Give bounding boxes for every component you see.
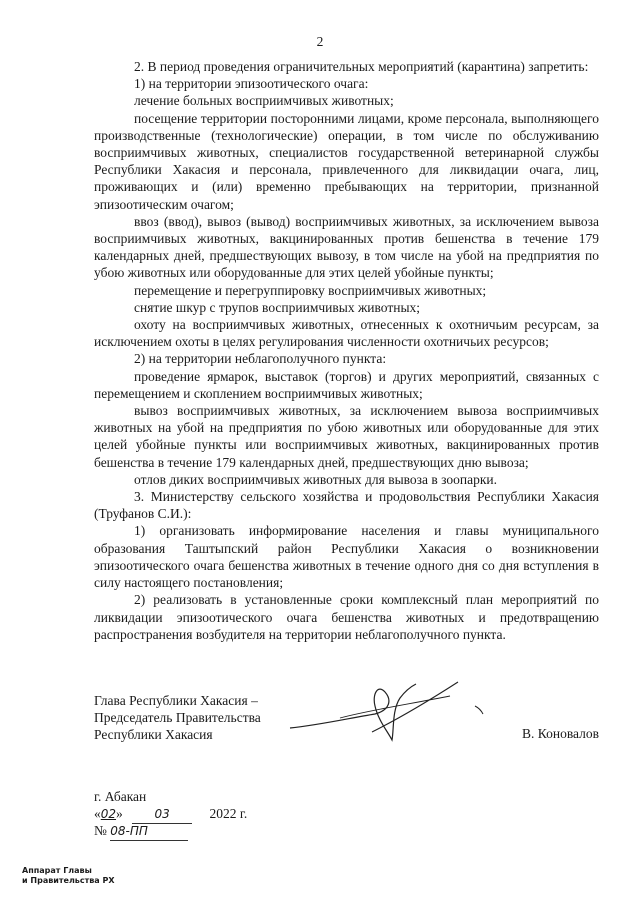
handwritten-signature [280, 670, 500, 750]
number-line [94, 822, 247, 839]
city: г. Абакан [94, 789, 147, 804]
number-prefix: № [94, 823, 107, 838]
signer-name: В. Коновалов [522, 726, 599, 741]
paragraph: отлов диких восприимчивых животных для вывоза в зоопарки. [134, 471, 498, 487]
paragraph: проведение ярмарок, выставок (торгов) и других мероприятий, связанных с перемещением и скоплением восприимчивых животных; [94, 368, 599, 401]
signer-title-line: Республики Хакасия [94, 727, 213, 742]
paragraph: охоту на восприимчивых животных, отнесенных к охотничьим ресурсам, за исключением охоты в целях регулирования численности охотничьих ресурсов; [94, 317, 599, 350]
paragraph: лечение больных восприимчивых животных; [134, 93, 394, 109]
paragraph: 2. В период проведения ограничительных мероприятий (карантина) запретить: [134, 59, 589, 74]
signature-block [94, 692, 599, 752]
stamp-line: и Правительства РХ [22, 876, 115, 885]
paragraph: 1) организовать информирование населения и главы муниципального образования Таштыпский район Республики Хакасия о возникновении эпизоотического очага бешенства животных в течение одного дня со дня вступления в силу настоящего постановления; [94, 523, 599, 591]
date-day: 02 [100, 807, 117, 821]
date-year: 2022 г. [209, 806, 248, 821]
signer-title [94, 692, 261, 743]
signer-title-line: Глава Республики Хакасия – [94, 693, 258, 708]
signer-title-line: Председатель Правительства [94, 710, 261, 725]
paragraph: 2) на территории неблагополучного пункта: [134, 351, 387, 367]
quote-open: « [94, 806, 101, 821]
paragraph: посещение территории посторонними лицами, кроме персонала, выполняющего производственные (технологические) операции, в том числе по обслуживанию восприимчивых животных, специалистов государственной ветеринарной службы Республики Хакасия и персонала, привлеченного для ликвидации очага, лиц, проживающих и (или) временно пребывающих на территории, признанной эпизоотическим очагом; [94, 110, 599, 212]
document-footer [94, 788, 247, 839]
quote-close: » [116, 806, 123, 821]
paragraph: снятие шкур с трупов восприимчивых животных; [134, 299, 421, 315]
paragraph: перемещение и перегруппировку восприимчивых животных; [134, 282, 487, 298]
paragraph: 1) на территории эпизоотического очага: [134, 76, 369, 92]
document-body [94, 58, 599, 643]
paragraph: 3. Министерству сельского хозяйства и продовольствия Республики Хакасия (Труфанов С.И.): [94, 489, 599, 522]
page-number: 2 [316, 34, 324, 49]
stamp-line: Аппарат Главы [22, 866, 92, 875]
paragraph: вывоз восприимчивых животных, за исключением вывоза восприимчивых животных на убой на предприятия по убою животных или оборудованные для этих целей убойные пункты или восприимчивых животных, вакцинированных против бешенства в течение 179 календарных дней, предшествующих дню вывоза; [94, 403, 599, 470]
date-month: 03 [132, 806, 192, 824]
date-line [94, 805, 247, 822]
registry-stamp [22, 866, 115, 886]
paragraph: 2) реализовать в установленные сроки комплексный план мероприятий по ликвидации эпизоотического очага бешенства животных и предотвращению распространения возбудителя на территории неблагополучного пункта. [94, 592, 599, 642]
document-number: 08-ПП [110, 823, 188, 841]
paragraph: ввоз (ввод), вывоз (вывод) восприимчивых животных, за исключением вывоза восприимчивых животных, вакцинированных против бешенства в течение 179 календарных дней, предшествующих вывозу, в том числе на убой на предприятия по убою животных или оборудованные для этих целей убойные пункты; [94, 213, 599, 281]
